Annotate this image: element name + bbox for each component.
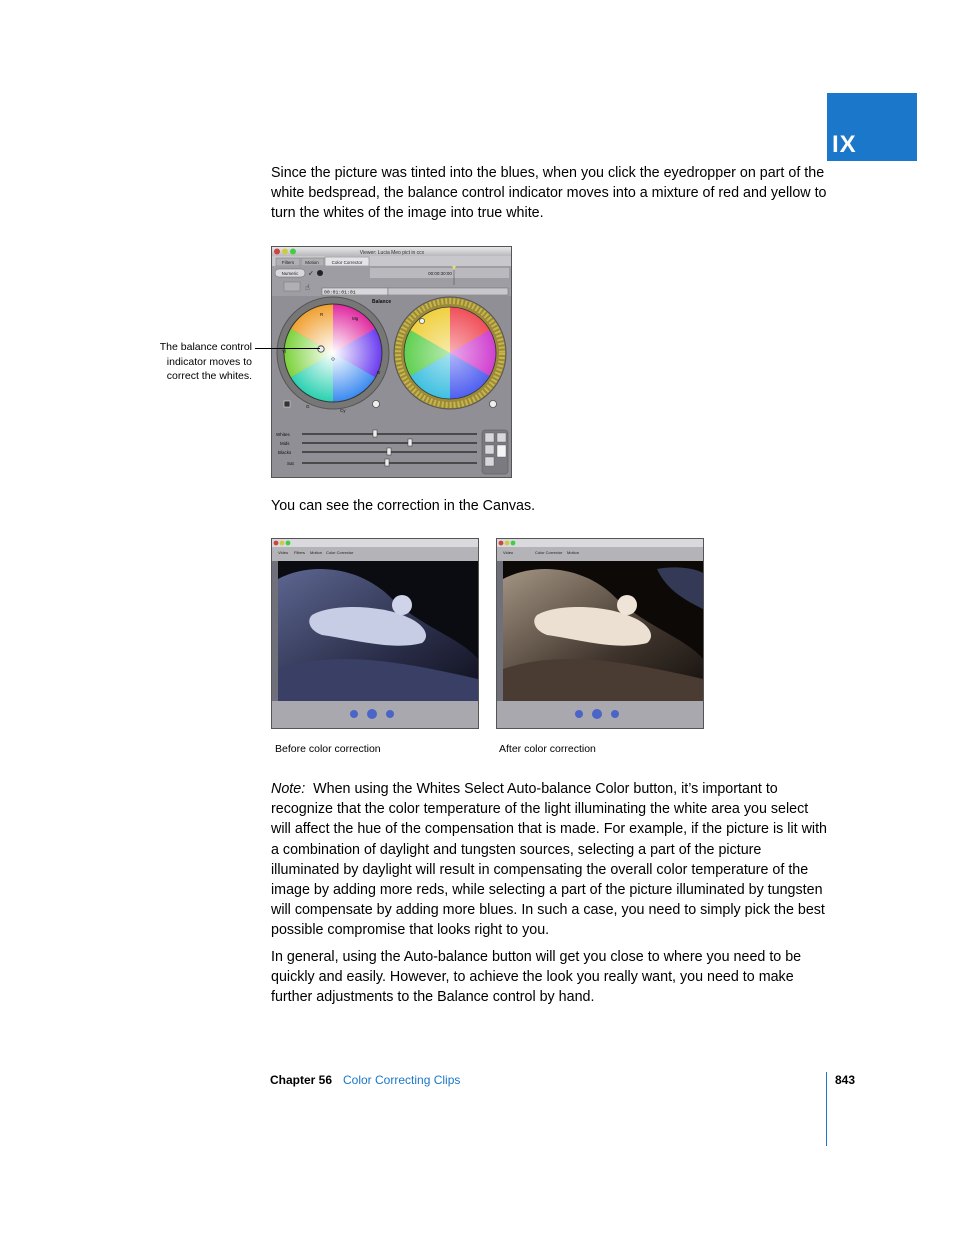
hue-wheel[interactable]: [394, 297, 506, 409]
footer-chapter: Chapter 56: [270, 1073, 333, 1087]
cc-ruler-time: 00:00:30:00: [428, 271, 452, 276]
balance-label: Balance: [372, 299, 392, 305]
hand-icon[interactable]: ☝: [305, 283, 310, 292]
after-tab-motion[interactable]: Motion: [567, 550, 580, 555]
after-play-button[interactable]: [575, 710, 583, 718]
before-tab-motion[interactable]: Motion: [310, 550, 323, 555]
color-corrector-screenshot: [271, 246, 512, 478]
balance-indicator[interactable]: [318, 346, 324, 352]
canvas-after-screenshot: [496, 538, 704, 729]
wheel-label-cy: Cy: [340, 408, 346, 413]
wheel-label-b: B: [377, 370, 381, 375]
match-frame-button[interactable]: [284, 282, 300, 291]
canvas-after-graphic: [497, 539, 703, 728]
wheel-label-g: G: [306, 404, 310, 409]
slider-blacks-label: Blacks: [278, 450, 292, 455]
slider-whites-thumb[interactable]: [373, 430, 377, 437]
auto-contrast-button[interactable]: [485, 445, 494, 454]
eyedropper-icon[interactable]: [497, 433, 506, 442]
after-tab-color-corrector[interactable]: Color Corrector: [535, 550, 563, 555]
before-filmstrip-edge: [272, 561, 278, 701]
wheel-label-mg: Mg: [352, 316, 359, 321]
auto-white-button[interactable]: [485, 433, 494, 442]
checkmark-icon: ✓: [308, 269, 314, 278]
section-tab: [827, 93, 917, 161]
page-number: 843: [835, 1073, 856, 1087]
cc-tab-motion-label: Motion: [305, 260, 319, 265]
numeric-button-label: Numeric: [281, 271, 299, 276]
slider-sat-label: Sat: [287, 461, 294, 466]
footer-divider: [826, 1072, 827, 1146]
callout-text: The balance control indicator moves to correct the whites.: [159, 341, 252, 382]
note-label: Note:: [271, 781, 306, 797]
note-body: When using the Whites Select Auto-balance Color button, it’s important to recognize that the color temperature of the light illuminating the white area you select will affect the hue of the compensation that is made. For example, if the picture is lit with a combination of daylight and tungsten sources, selecting a part of the picture illuminated by daylight will result in compensating the overall color temperature of the image by adding more reds, while selecting a part of the picture illuminated by tungsten will compensate by adding more blues. In such a case, you need to simply pick the best possible compromise that looks right to you.: [271, 781, 828, 939]
note-paragraph: [271, 779, 827, 941]
whites-select-button[interactable]: [284, 401, 290, 407]
auto-black-button[interactable]: [485, 457, 494, 466]
balance-wheel[interactable]: [277, 297, 392, 409]
after-tab-video[interactable]: Video: [503, 550, 514, 555]
cc-tab-filters-label: Filters: [281, 260, 295, 265]
cc-tab-color-corrector-label: Color Corrector: [331, 260, 363, 265]
slider-whites-label: Whites: [276, 432, 290, 437]
cc-scrubber[interactable]: [388, 288, 508, 295]
color-swatch: [497, 445, 506, 457]
hue-indicator[interactable]: [419, 318, 424, 323]
visibility-icon[interactable]: [317, 270, 323, 276]
callout-line: [255, 348, 320, 349]
footer-chapter-title[interactable]: Color Correcting Clips: [343, 1073, 461, 1087]
after-caption: After color correction: [499, 743, 596, 755]
after-filmstrip-edge: [497, 561, 503, 701]
slider-mids-thumb[interactable]: [408, 439, 412, 446]
before-caption: Before color correction: [275, 743, 381, 755]
intro-paragraph: Since the picture was tinted into the blues, when you click the eyedropper on part of the white bedspread, the balance control indicator moves into a mixture of red and yellow to turn the whites of the image into true white.: [271, 165, 827, 222]
wheel-label-yl: Yl: [282, 349, 287, 354]
before-tab-color-corrector[interactable]: Color Corrector: [326, 550, 354, 555]
before-tab-video[interactable]: Video: [278, 550, 289, 555]
cc-timecode: 00:01:01:01: [324, 290, 356, 296]
hue-reset-button[interactable]: [490, 401, 497, 408]
canvas-line: You can see the correction in the Canvas.: [271, 498, 536, 514]
before-tab-filters[interactable]: Filters: [294, 550, 305, 555]
slider-sat-thumb[interactable]: [385, 459, 389, 466]
balance-reset-button[interactable]: [373, 401, 380, 408]
canvas-before-graphic: [272, 539, 478, 728]
cc-window-title: Viewer: Lucia Meo pict in ccx: [359, 250, 425, 256]
color-corrector-graphic: [272, 247, 511, 477]
section-tab-label: IX: [832, 131, 857, 158]
before-play-button[interactable]: [350, 710, 358, 718]
slider-mids-label: Mids: [280, 441, 290, 446]
slider-blacks-thumb[interactable]: [387, 448, 391, 455]
canvas-before-screenshot: [271, 538, 479, 729]
general-paragraph: In general, using the Auto-balance button will get you close to where you need to be quickly and easily. However, to achieve the look you really want, you need to make further adjustments to the Balance control by hand.: [271, 949, 802, 1006]
wheel-label-r: R: [320, 312, 324, 317]
